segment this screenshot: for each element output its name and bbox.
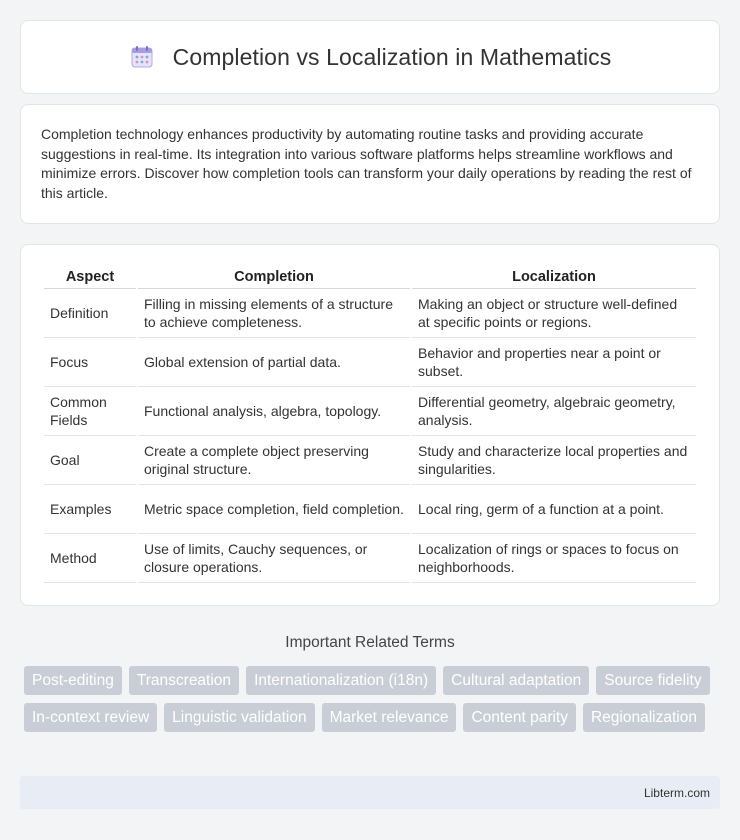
cell-aspect: Examples (44, 485, 136, 534)
cell-aspect: Common Fields (44, 387, 136, 436)
tag-in-context-review[interactable]: In-context review (24, 703, 157, 732)
tag-post-editing[interactable]: Post-editing (24, 666, 122, 695)
tag-source-fidelity[interactable]: Source fidelity (596, 666, 709, 695)
cell-localization: Making an object or structure well-defined at specific points or regions. (412, 289, 696, 338)
header-aspect: Aspect (44, 265, 136, 289)
cell-aspect: Goal (44, 436, 136, 485)
cell-aspect: Definition (44, 289, 136, 338)
footer (20, 776, 720, 809)
cell-localization: Differential geometry, algebraic geometry, analysis. (412, 387, 696, 436)
comparison-table-card (20, 244, 720, 606)
tag-linguistic-validation[interactable]: Linguistic validation (164, 703, 314, 732)
cell-localization: Local ring, germ of a function at a point. (412, 485, 696, 534)
table-row (44, 534, 696, 583)
intro-card (20, 104, 720, 224)
cell-completion: Use of limits, Cauchy sequences, or closure operations. (138, 534, 410, 583)
cell-aspect: Focus (44, 338, 136, 387)
table-row (44, 338, 696, 387)
table-header-row (44, 265, 696, 289)
tag-cultural-adaptation[interactable]: Cultural adaptation (443, 666, 589, 695)
comparison-table (42, 265, 698, 583)
page-title: Completion vs Localization in Mathematics (172, 43, 612, 70)
table-row (44, 387, 696, 436)
tag-content-parity[interactable]: Content parity (463, 703, 576, 732)
cell-completion: Global extension of partial data. (138, 338, 410, 387)
cell-completion: Create a complete object preserving original structure. (138, 436, 410, 485)
cell-aspect: Method (44, 534, 136, 583)
title-card (20, 20, 720, 94)
intro-paragraph: Completion technology enhances productivity by automating routine tasks and providing accurate suggestions in real-time. Its integration into various software platforms helps streamline workflows and minimize errors. Discover how completion tools can transform your daily operations by reading the rest of this article. (41, 126, 692, 201)
header-localization: Localization (412, 265, 696, 289)
cell-completion: Filling in missing elements of a structure to achieve completeness. (138, 289, 410, 338)
cell-completion: Metric space completion, field completion. (138, 485, 410, 534)
tag-regionalization[interactable]: Regionalization (583, 703, 705, 732)
table-row (44, 436, 696, 485)
table-row (44, 289, 696, 338)
header-completion: Completion (138, 265, 410, 289)
cell-completion: Functional analysis, algebra, topology. (138, 387, 410, 436)
related-terms-title: Important Related Terms (285, 634, 455, 651)
related-terms-list (20, 666, 720, 732)
cell-localization: Study and characterize local properties and singularities. (412, 436, 696, 485)
tag-transcreation[interactable]: Transcreation (129, 666, 239, 695)
table-row (44, 485, 696, 534)
footer-site-link[interactable]: Libterm.com (643, 785, 710, 800)
cell-localization: Localization of rings or spaces to focus on neighborhoods. (412, 534, 696, 583)
cell-localization: Behavior and properties near a point or subset. (412, 338, 696, 387)
calendar-grid-icon (129, 44, 155, 70)
tag-market-relevance[interactable]: Market relevance (322, 703, 457, 732)
tag-internationalization[interactable]: Internationalization (i18n) (246, 666, 436, 695)
